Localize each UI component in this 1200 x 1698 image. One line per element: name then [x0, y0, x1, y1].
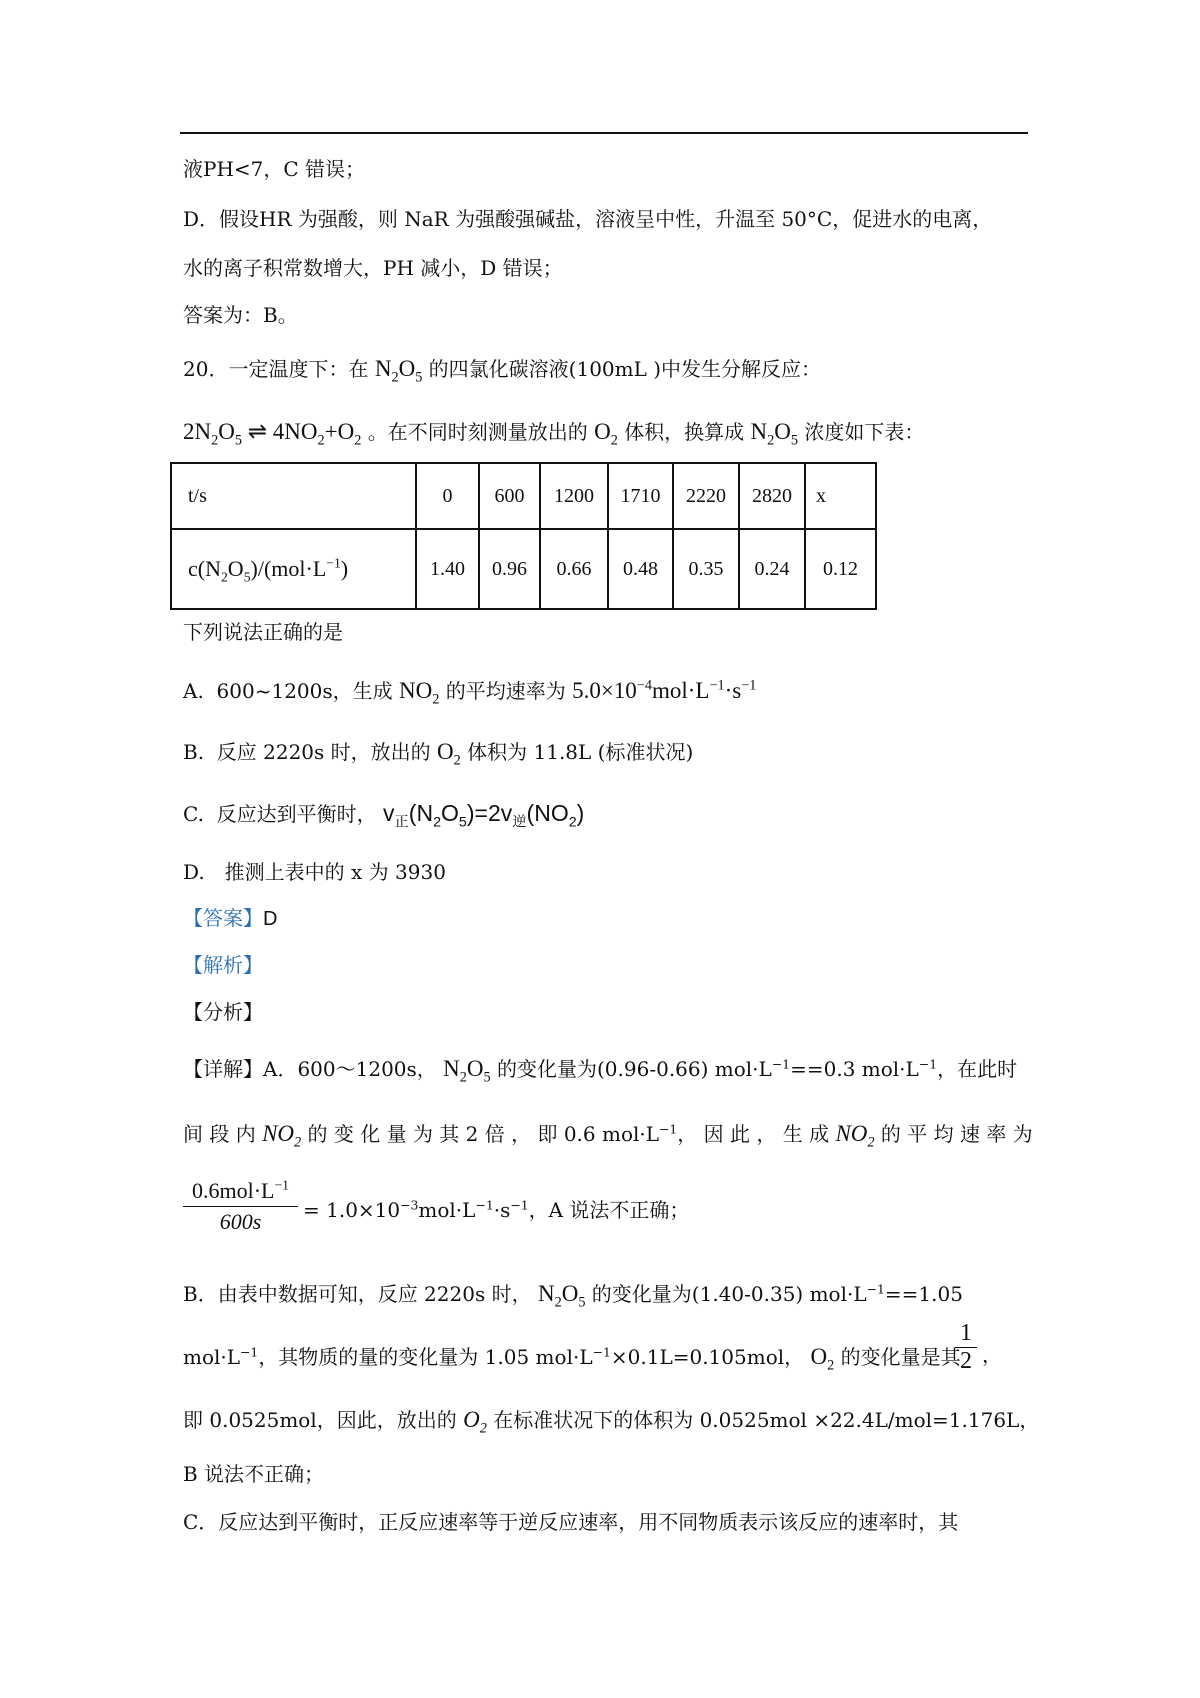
- table-row-label: $c(N_2O_5)/(mol\cdot L^{-1})$: [171, 529, 416, 609]
- detail-line: 即 0.0525mol，因此，放出的 $O_2$ 在标准状况下的体积为 0.0525mol ×22.4L/mol=1.176L，: [183, 1407, 1040, 1437]
- table-cell: 600: [479, 463, 540, 529]
- text-line: 答案为：B。: [183, 303, 298, 327]
- option-b: B. 反应 2220s 时，放出的 $O_2$ 体积为 11.8L (标准状况): [183, 739, 694, 769]
- detail-line: = $1.0\times 10^{-3}mol\cdot L^{-1}\cdot s^{-1}$，A 说法不正确；: [303, 1197, 690, 1222]
- question-20-line: 20．一定温度下：在 $N_2O_5$ 的四氯化碳溶液(100mL )中发生分解反应：: [183, 356, 822, 386]
- table-cell: 0.24: [739, 529, 805, 609]
- answer-line: 【答案】D: [183, 906, 278, 930]
- table-cell: 0: [416, 463, 479, 529]
- text-line: B 说法不正确；: [183, 1462, 325, 1486]
- table-row: [171, 463, 876, 529]
- table-row: [171, 529, 876, 609]
- text-line: D．假设HR 为强酸，则 NaR 为强酸强碱盐，溶液呈中性，升温至 50°C，促进水的电离，: [183, 207, 993, 231]
- text-line: 水的离子积常数增大，PH 减小，D 错误；: [183, 256, 563, 280]
- analysis-heading: 【解析】: [183, 953, 263, 977]
- table-cell: 0.35: [673, 529, 739, 609]
- fenxi-heading: 【分析】: [183, 1000, 263, 1024]
- table-cell: 1200: [540, 463, 608, 529]
- one-half-fraction: 1 2: [955, 1320, 977, 1375]
- option-c: C. 反应达到平衡时， $v_正(N_2O_5)=2v_逆(NO_2)$: [183, 800, 585, 831]
- question-stem: 下列说法正确的是: [183, 620, 343, 644]
- table-header-cell: t/s: [171, 463, 416, 529]
- rate-fraction: $0.6mol\cdot L^{-1}$ 600s: [183, 1178, 298, 1235]
- table-cell: 2820: [739, 463, 805, 529]
- detail-line: B．由表中数据可知，反应 2220s 时， $N_2O_5$ 的变化量为(1.40-0.35) $mol\cdot L^{-1}==1.05$: [183, 1281, 963, 1311]
- table-cell: x: [805, 463, 876, 529]
- table-cell: 1.40: [416, 529, 479, 609]
- table-cell: 2220: [673, 463, 739, 529]
- table-cell: 0.48: [608, 529, 673, 609]
- option-a: A. 600~1200s，生成 $NO_2$ 的平均速率为 $5.0\times 10^{-4}mol\cdot L^{-1}\cdot s^{-1}$: [183, 677, 757, 708]
- text-line: C．反应达到平衡时，正反应速率等于逆反应速率，用不同物质表示该反应的速率时，其: [183, 1510, 959, 1534]
- text-line: 液PH<7，C 错误；: [183, 157, 366, 181]
- concentration-table: [170, 462, 877, 610]
- detail-line: 【详解】A．600～1200s， $N_2O_5$ 的变化量为(0.96-0.66) $mol\cdot L^{-1}==0.3$ $mol\cdot L^{-1}$，在此时: [183, 1056, 1018, 1086]
- header-rule: [180, 132, 1028, 134]
- detail-line: 间 段 内 $NO_2$ 的 变 化 量 为 其 2 倍 ， 即 0.6 $mol\cdot L^{-1}$， 因 此 ， 生 成 $NO_2$ 的 平 均 速 率 为: [183, 1121, 1033, 1151]
- text-line: ，: [982, 1343, 1002, 1367]
- reaction-equation: $2N_2O_5$ ⇌ $4NO_2+O_2$ 。在不同时刻测量放出的 $O_2$ 体积，换算成 $N_2O_5$ 浓度如下表：: [183, 419, 925, 449]
- table-cell: 0.12: [805, 529, 876, 609]
- table-cell: 1710: [608, 463, 673, 529]
- detail-line: $mol\cdot L^{-1}$，其物质的量的变化量为 1.05 $mol\cdot L^{-1}\times 0.1L=0.105mol$， $O_2$ 的变化量是其: [183, 1344, 961, 1374]
- table-cell: 0.66: [540, 529, 608, 609]
- option-d: D. 推测上表中的 x 为 3930: [183, 860, 446, 884]
- table-cell: 0.96: [479, 529, 540, 609]
